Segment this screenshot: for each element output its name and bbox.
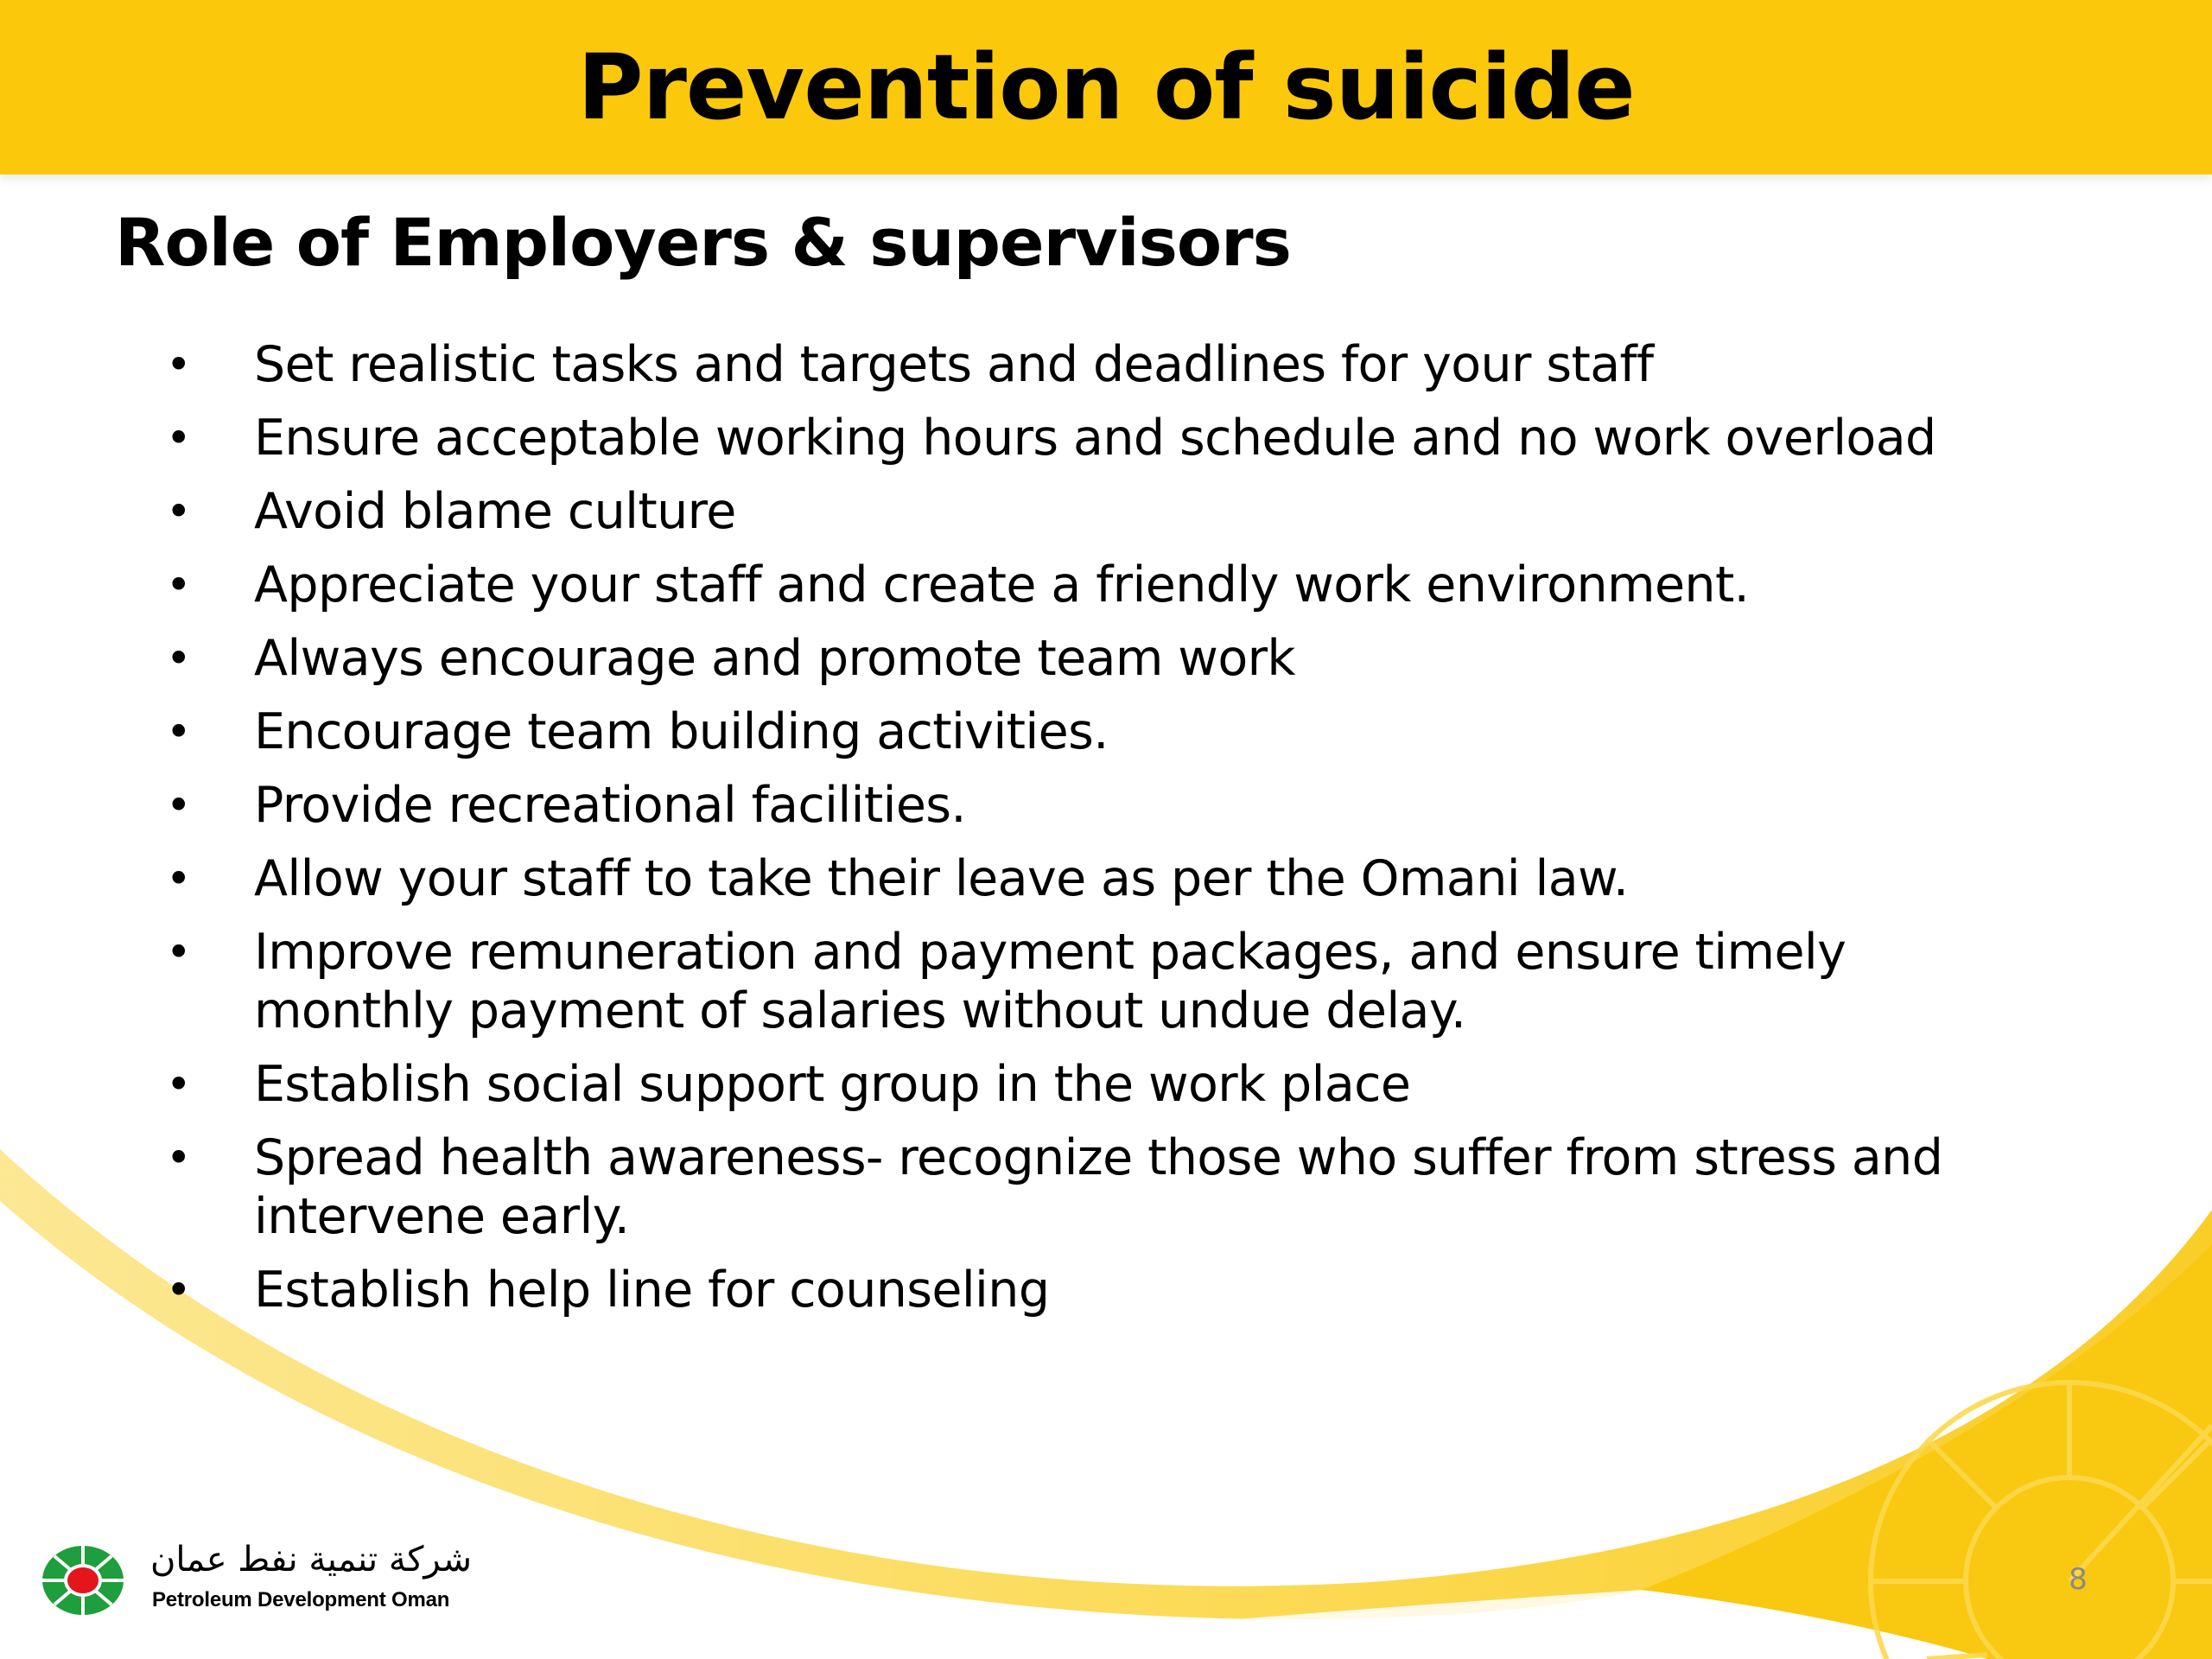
slide-subtitle: Role of Employers & supervisors [115,204,1291,281]
bullet-text-line: Set realistic tasks and targets and deadlines for your staff [254,336,1654,393]
bullet-item [164,849,2022,908]
bullet-text-line: Establish social support group in the work place [254,1056,1411,1113]
bullet-text-line: Allow your staff to take their leave as per the Omani law. [254,850,1629,907]
logo-english-name: Petroleum Development Oman [152,1588,450,1611]
bullet-text-line: Always encourage and promote team work [254,630,1295,687]
bullet-item [164,1055,2022,1114]
bullet-item [164,409,2022,467]
bullet-text-line: Provide recreational facilities. [254,777,966,834]
bullet-dot-icon: • [166,927,191,977]
bullet-text-line: Appreciate your staff and create a friendly work environment. [254,556,1750,613]
bullet-text-line: monthly payment of salaries without undue delay. [254,982,1466,1039]
bullet-text-line: Improve remuneration and payment packages, and ensure timely [254,924,1847,981]
bullet-text-line: Ensure acceptable working hours and schedule and no work overload [254,410,1936,467]
bullet-text-line: Spread health awareness- recognize those who suffer from stress and [254,1129,1943,1186]
bullet-item [164,482,2022,541]
bullet-text-line: Establish help line for counseling [254,1262,1050,1319]
company-logo [40,1538,524,1624]
bullet-dot-icon: • [166,486,191,537]
bullet-dot-icon: • [166,854,191,904]
logo-arabic-name: شركة تنمية نفط عمان [150,1540,472,1580]
bullet-item [164,1128,2022,1246]
pdo-emblem-icon [40,1543,126,1618]
bullet-list [164,335,2022,1334]
slide-title: Prevention of suicide [577,35,1635,140]
bullet-item [164,776,2022,835]
bullet-text-line: Avoid blame culture [254,483,736,540]
bullet-dot-icon: • [166,413,191,463]
bullet-dot-icon: • [166,707,191,757]
bullet-dot-icon: • [166,560,191,610]
bullet-dot-icon: • [166,633,191,683]
page-number: 8 [2069,1562,2088,1597]
title-bar [0,0,2212,175]
bullet-text-line: intervene early. [254,1188,630,1245]
bullet-item [164,335,2022,394]
bullet-dot-icon: • [166,1265,191,1315]
bullet-dot-icon: • [166,340,191,390]
bullet-item [164,923,2022,1040]
bullet-item [164,702,2022,761]
bullet-item [164,1261,2022,1319]
bullet-item [164,556,2022,614]
bullet-dot-icon: • [166,780,191,830]
bullet-text-line: Encourage team building activities. [254,703,1109,760]
bullet-item [164,629,2022,688]
bullet-dot-icon: • [166,1133,191,1183]
bullet-dot-icon: • [166,1059,191,1109]
